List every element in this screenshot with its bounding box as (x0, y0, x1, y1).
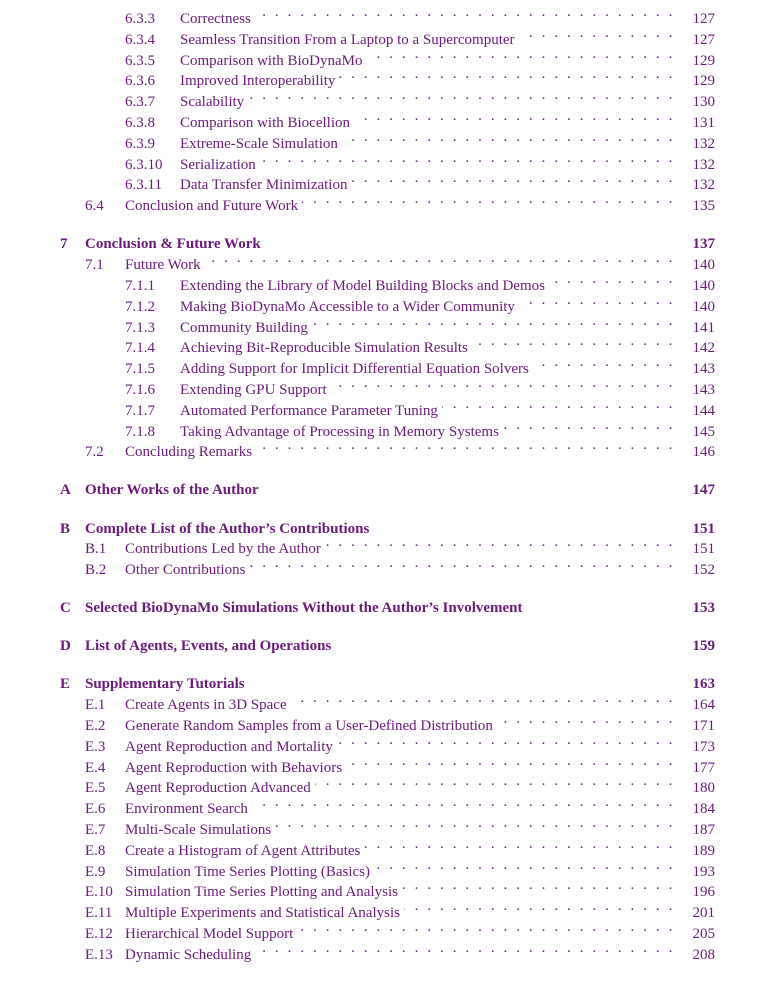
dot-leader (256, 435, 675, 456)
toc-section-entry[interactable] (85, 938, 715, 963)
toc-entry-title: Taking Advantage of Processing in Memory Systems (180, 423, 499, 440)
toc-section-entry[interactable] (85, 532, 715, 558)
toc-entry-page-number: 127 (692, 31, 715, 48)
toc-entry-number: 7.1.8 (125, 423, 155, 440)
toc-section-entry[interactable] (85, 834, 715, 859)
dot-leader (351, 168, 675, 189)
toc-entry-page-number: 184 (692, 801, 715, 818)
toc-entry-number: 6.3.10 (125, 156, 163, 173)
toc-entry-number: B (60, 520, 71, 537)
toc-entry-title: List of Agents, Events, and Operations (85, 638, 332, 655)
toc-section-entry[interactable] (85, 730, 715, 755)
toc-entry-page-number: 143 (692, 361, 715, 378)
toc-entry-number: 7 (60, 236, 68, 253)
toc-entry-number: 6.3.11 (125, 177, 162, 194)
toc-section-entry[interactable] (85, 896, 715, 922)
toc-entry-title: Automated Performance Parameter Tuning (180, 402, 438, 419)
toc-entry-title: Comparison with Biocellion (180, 115, 350, 131)
dot-leader (364, 834, 675, 855)
toc-entry-title: Environment Search (125, 801, 248, 818)
toc-entry-title: Making BioDynaMo Accessible to a Wider Community (180, 298, 515, 315)
dot-leader (533, 352, 675, 373)
toc-entry-page-number: 141 (692, 319, 715, 336)
toc-entry-title: Create a Histogram of Agent Attributes (125, 842, 361, 859)
toc-section-entry[interactable] (85, 189, 715, 215)
toc-entry-page-number: 201 (692, 905, 715, 922)
toc-entry-page-number: 152 (692, 562, 715, 579)
dot-leader (497, 709, 675, 730)
toc-entry-page-number: 187 (692, 822, 715, 838)
toc-entry-title: Seamless Transition From a Laptop to a Supercomputer (180, 31, 515, 48)
toc-entry-page-number: 137 (692, 236, 715, 253)
toc-section-entry[interactable] (85, 813, 715, 838)
dot-leader (374, 855, 675, 876)
toc-entry-number: E.13 (85, 946, 113, 963)
toc-entry-number: 7.1.7 (125, 402, 155, 419)
toc-entry-title: Correctness (180, 11, 251, 27)
toc-entry-page-number: 127 (692, 11, 715, 27)
toc-entry-number: 6.3.4 (125, 31, 155, 48)
toc-section-entry[interactable] (125, 64, 715, 90)
toc-entry-page-number: 193 (692, 863, 715, 880)
toc-section-entry[interactable] (85, 435, 715, 461)
toc-entry-title: Scalability (180, 94, 245, 111)
toc-entry-title: Comparison with BioDynaMo (180, 52, 363, 69)
toc-chapter-entry[interactable] (60, 591, 715, 617)
toc-section-entry[interactable] (85, 751, 715, 776)
toc-entry-page-number: 208 (692, 946, 715, 963)
toc-entry-title: Serialization (180, 156, 256, 173)
toc-entry-page-number: 180 (692, 780, 715, 797)
toc-entry-number: 6.3.5 (125, 52, 155, 69)
toc-entry-page-number: 153 (692, 600, 715, 617)
dot-leader (248, 85, 675, 106)
toc-chapter-entry[interactable] (60, 512, 715, 537)
toc-entry-title: Concluding Remarks (125, 444, 253, 461)
toc-entry-title: Agent Reproduction with Behaviors (125, 759, 343, 776)
dot-leader (325, 532, 675, 553)
toc-entry-title: Future Work (125, 257, 201, 274)
dot-leader (367, 44, 676, 65)
dot-leader (265, 227, 675, 248)
dot-leader (335, 629, 675, 650)
toc-entry-title: Hierarchical Model Support (125, 926, 294, 942)
toc-entry-page-number: 142 (692, 340, 715, 357)
toc-entry-number: 7.1.1 (125, 277, 155, 294)
dot-leader (342, 127, 675, 148)
toc-entry-title: Selected BioDynaMo Simulations Without the Author’s Involvement (85, 600, 523, 617)
toc-section-entry[interactable] (125, 290, 715, 315)
dot-leader (252, 792, 675, 813)
toc-section-entry[interactable] (85, 855, 715, 880)
toc-entry-number: 7.1.4 (125, 340, 155, 357)
toc-entry-number: A (60, 482, 71, 499)
toc-entry-page-number: 146 (692, 444, 715, 461)
toc-entry-number: E.7 (85, 822, 106, 838)
dot-leader (315, 771, 675, 792)
toc-entry-title: Simulation Time Series Plotting and Analysis (125, 884, 398, 901)
toc-section-entry[interactable] (125, 269, 715, 294)
toc-entry-page-number: 151 (692, 541, 715, 558)
toc-section-entry[interactable] (125, 2, 715, 27)
toc-chapter-entry[interactable] (60, 473, 715, 499)
toc-entry-page-number: 144 (692, 402, 715, 419)
dot-leader (331, 373, 675, 394)
toc-entry-page-number: 177 (692, 759, 715, 776)
dot-leader (503, 415, 675, 436)
toc-entry-title: Multiple Experiments and Statistical Analysis (125, 905, 400, 922)
dot-leader (337, 730, 675, 751)
toc-entry-number: 6.3.7 (125, 94, 155, 111)
toc-entry-page-number: 129 (692, 52, 715, 69)
toc-entry-number: 7.1 (85, 257, 104, 274)
toc-section-entry[interactable] (85, 688, 715, 714)
toc-section-entry[interactable] (125, 23, 715, 48)
toc-entry-page-number: 189 (692, 842, 715, 859)
dot-leader (373, 512, 675, 533)
toc-entry-title: Agent Reproduction and Mortality (125, 738, 333, 755)
toc-entry-page-number: 171 (692, 718, 715, 734)
toc-entry-page-number: 163 (692, 676, 715, 693)
toc-entry-page-number: 173 (692, 738, 715, 755)
toc-section-entry[interactable] (125, 127, 715, 152)
toc-entry-number: E.11 (85, 905, 113, 922)
toc-section-entry[interactable] (85, 553, 715, 579)
toc-entry-page-number: 140 (692, 257, 715, 274)
toc-entry-number: E.1 (85, 697, 106, 714)
toc-entry-page-number: 132 (692, 156, 715, 173)
toc-section-entry[interactable] (125, 44, 715, 69)
toc-entry-title: Generate Random Samples from a User-Defined Distribution (125, 718, 493, 734)
toc-entry-number: E.10 (85, 884, 113, 901)
dot-leader (346, 751, 675, 772)
toc-entry-number: 6.3.9 (125, 135, 155, 152)
dot-leader (260, 148, 675, 169)
toc-section-entry[interactable] (125, 415, 715, 440)
toc-entry-page-number: 164 (692, 697, 715, 714)
toc-entry-title: Extending GPU Support (180, 381, 327, 398)
toc-entry-title: Community Building (180, 319, 308, 336)
dot-leader (255, 938, 675, 959)
dot-leader (354, 106, 675, 127)
toc-chapter-entry[interactable] (60, 227, 715, 253)
toc-entry-number: E.9 (85, 863, 106, 880)
toc-section-entry[interactable] (125, 106, 715, 131)
dot-leader (291, 688, 675, 709)
toc-section-entry[interactable] (85, 771, 715, 797)
toc-entry-page-number: 143 (692, 381, 715, 398)
toc-entry-title: Conclusion & Future Work (85, 236, 261, 253)
toc-entry-title: Extreme-Scale Simulation (180, 135, 338, 152)
toc-entry-number: E.12 (85, 926, 113, 942)
toc-section-entry[interactable] (125, 352, 715, 378)
toc-entry-title: Achieving Bit-Reproducible Simulation Results (180, 340, 468, 357)
dot-leader (249, 553, 675, 574)
toc-entry-number: 6.4 (85, 198, 104, 215)
toc-section-entry[interactable] (125, 148, 715, 173)
dot-leader (519, 290, 675, 311)
toc-section-entry[interactable] (85, 917, 715, 942)
toc-entry-number: C (60, 600, 71, 617)
toc-entry-title: Multi-Scale Simulations (125, 822, 272, 838)
dot-leader (472, 331, 675, 352)
toc-entry-number: 6.3.3 (125, 11, 155, 27)
toc-entry-title: Conclusion and Future Work (125, 198, 299, 215)
toc-entry-page-number: 132 (692, 135, 715, 152)
toc-entry-number: E.6 (85, 801, 106, 818)
toc-entry-title: Improved Interoperability (180, 73, 336, 90)
toc-entry-number: D (60, 638, 71, 655)
toc-entry-title: Data Transfer Minimization (180, 177, 348, 194)
toc-entry-page-number: 130 (692, 94, 715, 111)
toc-entry-page-number: 151 (692, 520, 715, 537)
toc-entry-title: Extending the Library of Model Building Blocks and Demos (180, 277, 545, 294)
toc-entry-title: Other Contributions (125, 562, 246, 579)
toc-entry-number: 7.1.3 (125, 319, 155, 336)
dot-leader (302, 189, 675, 210)
dot-leader (297, 917, 675, 938)
dot-leader (527, 591, 675, 612)
toc-entry-page-number: 131 (692, 115, 715, 131)
toc-entry-page-number: 196 (692, 884, 715, 901)
toc-section-entry[interactable] (125, 85, 715, 111)
toc-entry-page-number: 205 (692, 926, 715, 942)
toc-entry-page-number: 132 (692, 177, 715, 194)
toc-entry-page-number: 159 (692, 638, 715, 655)
toc-entry-title: Complete List of the Author’s Contributions (85, 520, 370, 537)
toc-chapter-entry[interactable] (60, 629, 715, 655)
toc-section-entry[interactable] (85, 248, 715, 274)
toc-entry-number: E.2 (85, 718, 106, 734)
toc-entry-title: Dynamic Scheduling (125, 946, 252, 963)
dot-leader (549, 269, 675, 290)
toc-entry-number: E.8 (85, 842, 106, 859)
toc-entry-page-number: 147 (692, 482, 715, 499)
toc-entry-title: Create Agents in 3D Space (125, 697, 287, 714)
toc-entry-number: E (60, 676, 71, 693)
toc-entry-number: 7.1.5 (125, 361, 155, 378)
toc-section-entry[interactable] (85, 792, 715, 818)
dot-leader (275, 813, 675, 834)
toc-section-entry[interactable] (85, 709, 715, 734)
toc-chapter-entry[interactable] (60, 667, 715, 693)
toc-entry-number: 6.3.8 (125, 115, 155, 131)
toc-entry-number: 7.2 (85, 444, 104, 461)
dot-leader (205, 248, 675, 269)
toc-section-entry[interactable] (125, 168, 715, 194)
toc-section-entry[interactable] (125, 373, 715, 398)
toc-entry-page-number: 135 (692, 198, 715, 215)
toc-entry-page-number: 140 (692, 298, 715, 315)
toc-section-entry[interactable] (125, 394, 715, 419)
toc-section-entry[interactable] (125, 311, 715, 336)
dot-leader (404, 896, 675, 917)
dot-leader (255, 2, 675, 23)
toc-entry-number: B.1 (85, 541, 107, 558)
toc-entry-page-number: 145 (692, 423, 715, 440)
dot-leader (402, 875, 675, 896)
dot-leader (249, 667, 675, 688)
toc-entry-number: 7.1.2 (125, 298, 155, 315)
toc-entry-title: Other Works of the Author (85, 482, 259, 499)
toc-entry-number: 7.1.6 (125, 381, 155, 398)
dot-leader (519, 23, 675, 44)
dot-leader (263, 473, 675, 494)
toc-entry-title: Simulation Time Series Plotting (Basics) (125, 863, 371, 880)
toc-entry-title: Adding Support for Implicit Differential Equation Solvers (180, 361, 529, 378)
dot-leader (442, 394, 675, 415)
toc-entry-number: E.5 (85, 780, 106, 797)
toc-entry-number: E.4 (85, 759, 106, 776)
toc-entry-page-number: 129 (692, 73, 715, 90)
toc-entry-number: 6.3.6 (125, 73, 155, 90)
toc-entry-title: Contributions Led by the Author (125, 541, 321, 558)
toc-entry-number: E.3 (85, 738, 106, 755)
toc-section-entry[interactable] (85, 875, 715, 901)
dot-leader (312, 311, 675, 332)
toc-entry-title: Agent Reproduction Advanced (125, 780, 311, 797)
toc-entry-page-number: 140 (692, 277, 715, 294)
toc-entry-title: Supplementary Tutorials (85, 676, 245, 693)
dot-leader (339, 64, 675, 85)
toc-section-entry[interactable] (125, 331, 715, 357)
toc-entry-number: B.2 (85, 562, 107, 579)
